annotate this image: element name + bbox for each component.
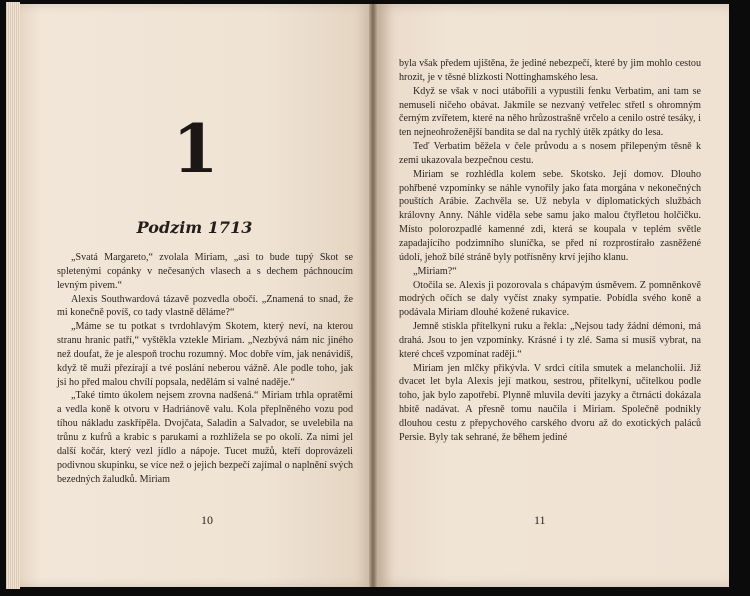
paragraph: byla však předem ujištěna, že jediné nebezpečí, které by jim mohlo cestou hrozit, je v těsné blízkosti Nottinghamského lesa.: [399, 58, 701, 83]
chapter-title: Podzim 1713: [136, 218, 253, 237]
book-gutter: [369, 4, 377, 587]
paragraph: Otočila se. Alexis ji pozorovala s chápavým úsměvem. Z pomněnkově modrých očích se daly vyčíst znaky sympatie. Pobídla svého koně a podávala Miriam dlouhé kožené rukavice.: [399, 279, 701, 319]
page-number: 10: [201, 513, 213, 527]
page-edges: [6, 2, 20, 589]
paragraph: „Máme se tu potkat s tvrdohlavým Skotem, který neví, na kterou stranu hranic patří,“ vyštěkla vztekle Miriam. „Nezbývá nám nic jiného než doufat, že je alespoň trochu rozumný. Moc dobře vím, jak nenávidíš, když tě muži přezírají a tvé poslání neberou vážně. Ale podle toho, jak jsi ho před malou chvílí popsala, nedělám si valné naděje.“: [57, 321, 353, 388]
paragraph: „Miriam?“: [413, 265, 457, 277]
paragraph: Když se však v noci utábořili a vypustili fenku Verbatim, ani tam se nemuseli ničeho obávat. Jakmile se nezvaný vetřelec střetl s ohromným černým zvířetem, které na něho hrůzostrašně vrčelo a cenilo ostré tesáky, i ten nejneohroženější bandita se dal na rychlý útěk zpátky do lesa.: [399, 85, 701, 139]
right-page: [377, 4, 729, 587]
page-number: 11: [534, 513, 546, 527]
paragraph: „Svatá Margareto,“ zvolala Miriam, „asi to bude tupý Skot se spletenými copánky v nečesaných vlasech a s dechem páchnoucím levným pivem.“: [57, 252, 353, 291]
paragraph: Miriam se rozhlédla kolem sebe. Skotsko. Její domov. Dlouho pohřbené vzpomínky se náhle vynořily jako fata morgána v nekonečných pouštích Arábie. Zachvěla se. Už nebyla v diplomatických službách královny Anny. Náhle viděla sebe samu jako malou čtyřletou holčičku. Místo polorozpadlé kamenné zdi, která se koupala v teplém světle zapadajícího podzimního sluníčka, se před ní rozprostírało zasněžené údolí, jehož bílé stráně byly potřísněny krví jejího klanu.: [399, 168, 701, 263]
right-body-text: [399, 57, 701, 445]
paragraph: Teď Verbatim běžela v čele průvodu a s nosem přilepeným těsně k zemi ukazovala bezpečnou cestu.: [399, 141, 701, 166]
left-body-text: [57, 251, 353, 486]
left-page: [20, 4, 369, 587]
chapter-number: 1: [172, 110, 217, 188]
paragraph: Miriam jen mlčky přikývla. V srdci cítila smutek a melancholii. Již dvacet let byla Alexis její matkou, sestrou, přítelkyní, učitelkou podle toho, jak bylo zapotřebí. Plynně mluvila devíti jazyky a čtrnácti dokázala hbitě nadávat. A přesně tomu naučila i Miriam. Společně podnikly dlouhou cestu z přepychového carského dvoru až do exotických paláců Persie. Byly tak sehrané, že během jediné: [399, 362, 701, 443]
paragraph: Jemně stiskla přítelkyni ruku a řekla: „Nejsou tady žádní démoni, má drahá. Jsou to jen vzpomínky. Krásné i ty zlé. Sama si musíš vybrat, na které chceš vzpomínat raději.“: [399, 321, 701, 360]
paragraph: Alexis Southwardová tázavě pozvedla obočí. „Znamená to snad, že mi konečně povíš, co tady vlastně děláme?“: [57, 293, 353, 319]
paragraph: „Také tímto úkolem nejsem zrovna nadšená.“ Miriam trhla opratěmi a vedla koně k otvoru v Hadriánově valu. Kola přeplněného vozu pod tíhou nákladu zaskřípěla. Dvojčata, Saladin a Salvador, se uvelebila na trůnu z kufrů a krabic s parukami a rozhlížela se po okolí. Za nimi jel další kočár, který vezl jídlo a nápoje. Tucet mužů, kteří doprovázeli podivnou skupinku, se více než o jejich bezpečí zajímal o naplnění svých bezedných žaludků. Miriam: [57, 390, 353, 485]
